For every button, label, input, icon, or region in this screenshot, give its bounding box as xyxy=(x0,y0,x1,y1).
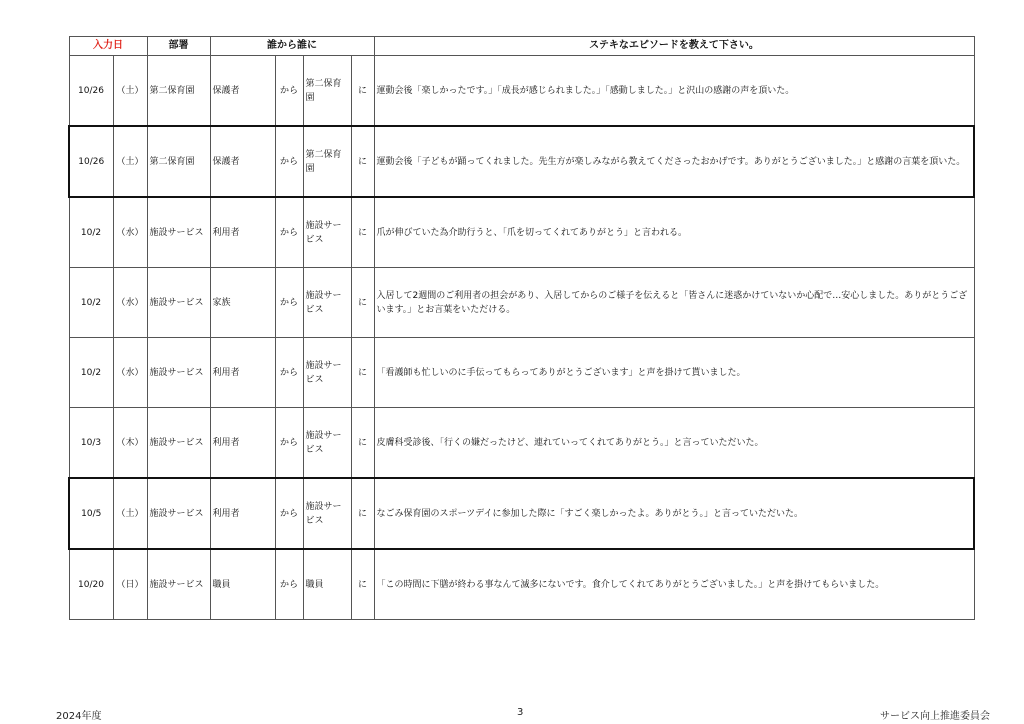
cell-date: 10/20 xyxy=(69,549,113,620)
cell-kara: から xyxy=(275,408,303,479)
cell-dept: 第二保育園 xyxy=(147,56,210,127)
cell-date: 10/5 xyxy=(69,478,113,549)
cell-ni: に xyxy=(351,268,374,338)
footer-fiscal-year: 2024年度 xyxy=(56,711,102,722)
header-date: 入力日 xyxy=(69,37,147,56)
cell-episode: 入居して2週間のご利用者の担会があり、入居してからのご様子を伝えると「皆さんに迷惑かけていないか心配で…安心しました。ありがとうございます。」とお言葉をいただける。 xyxy=(374,268,974,338)
cell-date: 10/2 xyxy=(69,268,113,338)
cell-to: 施設サービス xyxy=(303,408,351,479)
cell-ni: に xyxy=(351,126,374,197)
cell-day: （土） xyxy=(113,56,147,127)
cell-day: （木） xyxy=(113,408,147,479)
table-row xyxy=(69,56,974,127)
cell-from: 保護者 xyxy=(210,56,275,127)
table-row xyxy=(69,408,974,479)
cell-episode: 皮膚科受診後、「行くの嫌だったけど、連れていってくれてありがとう。」と言っていただいた。 xyxy=(374,408,974,479)
cell-ni: に xyxy=(351,56,374,127)
cell-dept: 施設サービス xyxy=(147,268,210,338)
cell-to: 第二保育園 xyxy=(303,126,351,197)
cell-kara: から xyxy=(275,197,303,268)
cell-to: 第二保育園 xyxy=(303,56,351,127)
header-row xyxy=(69,37,974,56)
cell-date: 10/26 xyxy=(69,126,113,197)
header-episode: ステキなエピソードを教えて下さい。 xyxy=(374,37,974,56)
cell-kara: から xyxy=(275,56,303,127)
cell-to: 施設サービス xyxy=(303,478,351,549)
cell-dept: 施設サービス xyxy=(147,197,210,268)
cell-from: 保護者 xyxy=(210,126,275,197)
cell-episode: なごみ保育園のスポーツデイに参加した際に「すごく楽しかったよ。ありがとう。」と言っていただいた。 xyxy=(374,478,974,549)
cell-from: 利用者 xyxy=(210,338,275,408)
table-row xyxy=(69,268,974,338)
table-row xyxy=(69,126,974,197)
cell-episode: 運動会後「楽しかったです。」「成長が感じられました。」「感動しました。」と沢山の感謝の声を頂いた。 xyxy=(374,56,974,127)
table-row xyxy=(69,197,974,268)
cell-kara: から xyxy=(275,268,303,338)
header-dept: 部署 xyxy=(147,37,210,56)
cell-episode: 「この時間に下膳が終わる事なんて滅多にないです。食介してくれてありがとうございました。」と声を掛けてもらいました。 xyxy=(374,549,974,620)
cell-day: （土） xyxy=(113,478,147,549)
cell-dept: 施設サービス xyxy=(147,549,210,620)
cell-episode: 運動会後「子どもが踊ってくれました。先生方が楽しみながら教えてくださったおかげです。ありがとうございました。」と感謝の言葉を頂いた。 xyxy=(374,126,974,197)
cell-from: 利用者 xyxy=(210,408,275,479)
cell-day: （水） xyxy=(113,268,147,338)
cell-to: 施設サービス xyxy=(303,338,351,408)
cell-day: （水） xyxy=(113,197,147,268)
cell-date: 10/2 xyxy=(69,197,113,268)
cell-date: 10/3 xyxy=(69,408,113,479)
table-row xyxy=(69,338,974,408)
cell-day: （日） xyxy=(113,549,147,620)
header-who: 誰から誰に xyxy=(210,37,374,56)
cell-to: 職員 xyxy=(303,549,351,620)
cell-from: 利用者 xyxy=(210,478,275,549)
cell-ni: に xyxy=(351,549,374,620)
cell-to: 施設サービス xyxy=(303,197,351,268)
cell-day: （土） xyxy=(113,126,147,197)
episode-table xyxy=(68,36,975,620)
cell-ni: に xyxy=(351,338,374,408)
cell-kara: から xyxy=(275,338,303,408)
cell-date: 10/26 xyxy=(69,56,113,127)
table-row xyxy=(69,549,974,620)
cell-ni: に xyxy=(351,478,374,549)
cell-dept: 第二保育園 xyxy=(147,126,210,197)
cell-kara: から xyxy=(275,126,303,197)
cell-episode: 爪が伸びていた為介助行うと、「爪を切ってくれてありがとう」と言われる。 xyxy=(374,197,974,268)
cell-ni: に xyxy=(351,408,374,479)
cell-from: 職員 xyxy=(210,549,275,620)
table-row xyxy=(69,478,974,549)
cell-from: 利用者 xyxy=(210,197,275,268)
cell-date: 10/2 xyxy=(69,338,113,408)
cell-kara: から xyxy=(275,478,303,549)
cell-dept: 施設サービス xyxy=(147,338,210,408)
cell-kara: から xyxy=(275,549,303,620)
cell-to: 施設サービス xyxy=(303,268,351,338)
cell-dept: 施設サービス xyxy=(147,478,210,549)
cell-ni: に xyxy=(351,197,374,268)
footer-page-number: 3 xyxy=(517,707,524,718)
footer-committee: サービス向上推進委員会 xyxy=(880,711,990,722)
cell-dept: 施設サービス xyxy=(147,408,210,479)
cell-from: 家族 xyxy=(210,268,275,338)
cell-day: （水） xyxy=(113,338,147,408)
cell-episode: 「看護師も忙しいのに手伝ってもらってありがとうございます」と声を掛けて貰いました。 xyxy=(374,338,974,408)
